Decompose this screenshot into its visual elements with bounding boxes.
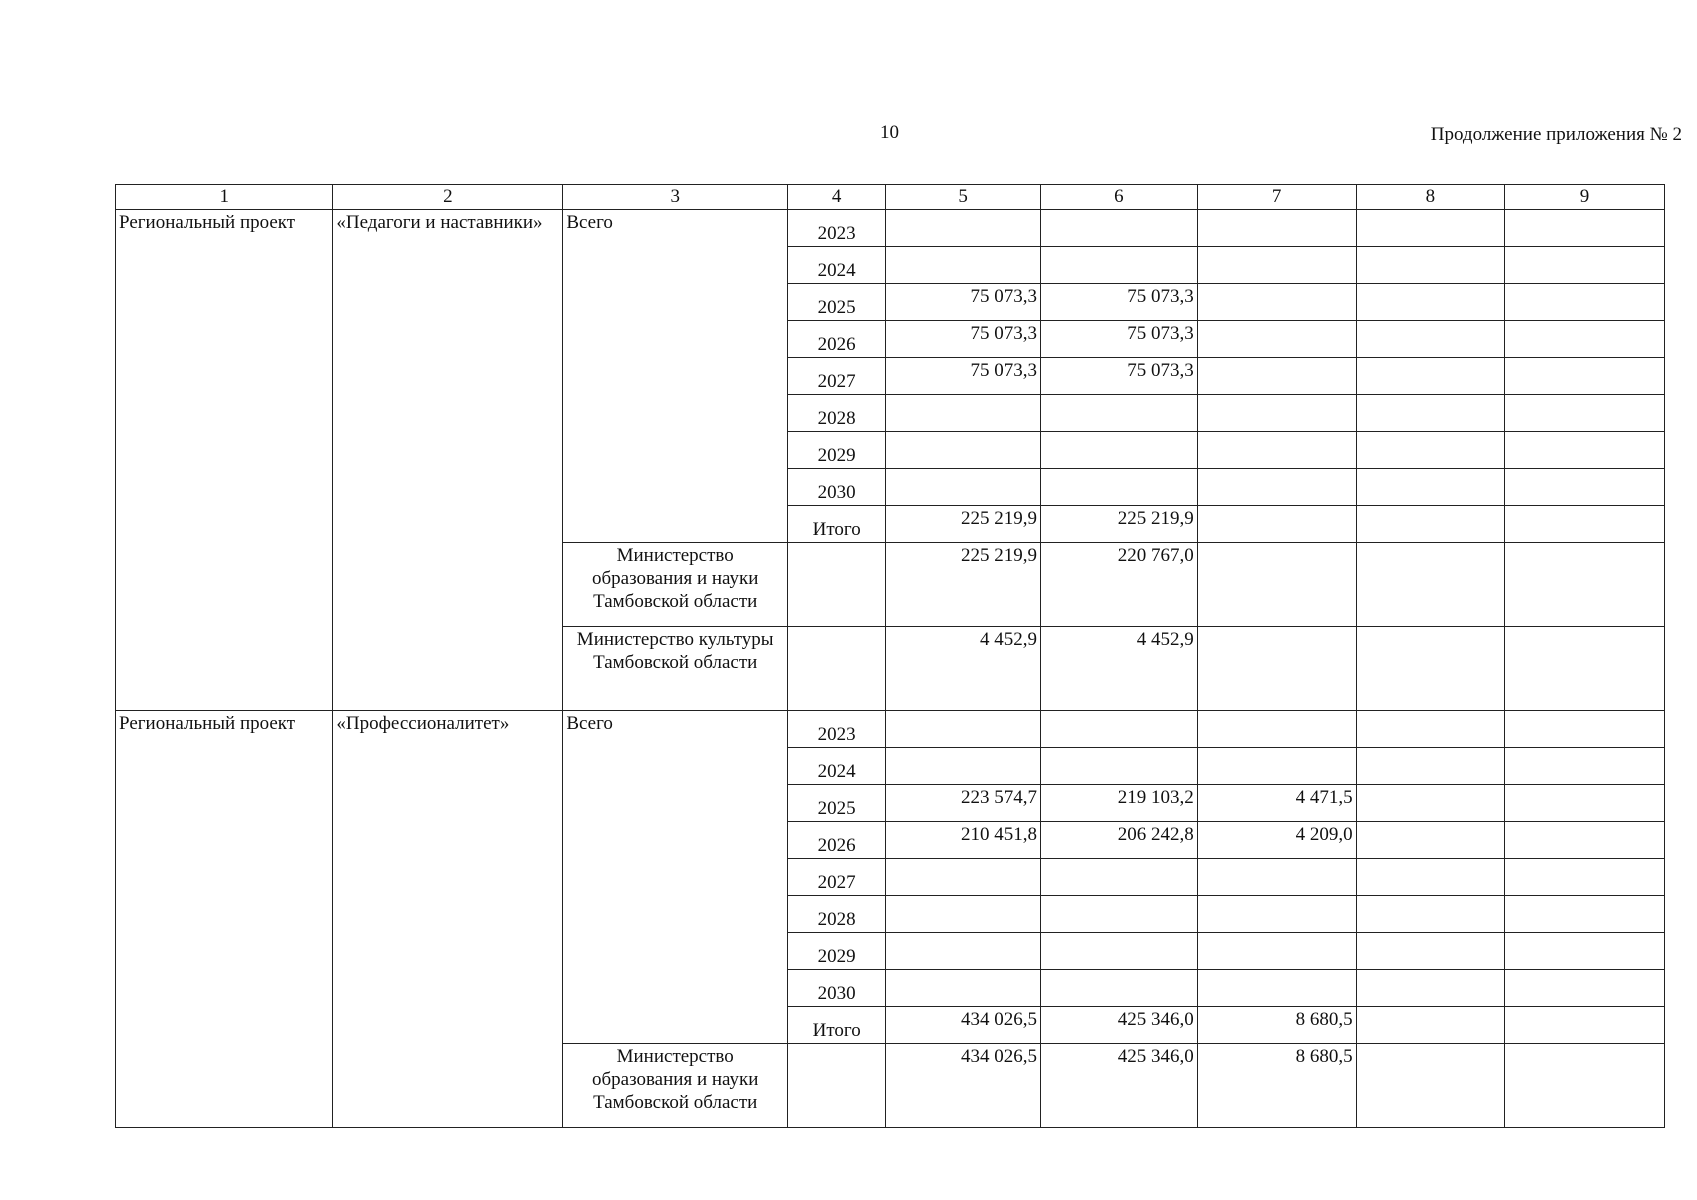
column-number-row [116, 185, 1665, 210]
value-cell-col8 [1356, 284, 1504, 321]
value-cell-col9 [1505, 822, 1665, 859]
year-cell: 2028 [788, 896, 886, 933]
value-cell-col6 [1040, 748, 1197, 785]
year-cell: 2025 [788, 785, 886, 822]
value-cell-col6: 225 219,9 [1040, 506, 1197, 543]
value-cell-col6: 75 073,3 [1040, 321, 1197, 358]
value-cell-col7 [1197, 896, 1356, 933]
year-cell: 2028 [788, 395, 886, 432]
appendix-continuation-label: Продолжение приложения № 2 [1430, 124, 1682, 145]
value-cell-col8 [1356, 358, 1504, 395]
value-cell-col8 [1356, 859, 1504, 896]
value-cell-col5: 75 073,3 [886, 358, 1041, 395]
value-cell-col8 [1356, 896, 1504, 933]
value-cell-col5 [886, 933, 1041, 970]
value-cell-col7 [1197, 284, 1356, 321]
value-cell-col9 [1505, 321, 1665, 358]
value-cell-col9 [1505, 748, 1665, 785]
value-cell-col7 [1197, 432, 1356, 469]
year-cell: 2023 [788, 210, 886, 247]
value-cell-col7 [1197, 321, 1356, 358]
value-cell-col5 [886, 748, 1041, 785]
year-cell: 2030 [788, 469, 886, 506]
value-cell-col6: 206 242,8 [1040, 822, 1197, 859]
value-cell-col7: 8 680,5 [1197, 1007, 1356, 1044]
year-cell: 2026 [788, 321, 886, 358]
value-cell-col5 [886, 432, 1041, 469]
value-cell-col7 [1197, 210, 1356, 247]
value-cell-col9 [1505, 247, 1665, 284]
value-cell-col6 [1040, 711, 1197, 748]
project-name-cell: «Профессионалитет» [333, 711, 563, 1128]
value-cell-col9 [1505, 506, 1665, 543]
value-cell-col5 [886, 859, 1041, 896]
year-cell [788, 543, 886, 627]
value-cell-col8 [1356, 711, 1504, 748]
value-cell-col5 [886, 247, 1041, 284]
value-cell-col8 [1356, 469, 1504, 506]
year-cell: 2024 [788, 247, 886, 284]
value-cell-col9 [1505, 970, 1665, 1007]
value-cell-col7 [1197, 933, 1356, 970]
value-cell-col8 [1356, 627, 1504, 711]
value-cell-col5: 4 452,9 [886, 627, 1041, 711]
column-number-2: 2 [333, 185, 563, 210]
value-cell-col9 [1505, 469, 1665, 506]
value-cell-col5 [886, 395, 1041, 432]
value-cell-col9 [1505, 627, 1665, 711]
value-cell-col9 [1505, 358, 1665, 395]
table-header [116, 185, 1665, 210]
value-cell-col8 [1356, 933, 1504, 970]
column-number-1: 1 [116, 185, 333, 210]
value-cell-col8 [1356, 210, 1504, 247]
column-number-7: 7 [1197, 185, 1356, 210]
value-cell-col7 [1197, 247, 1356, 284]
value-cell-col6: 220 767,0 [1040, 543, 1197, 627]
value-cell-col7: 8 680,5 [1197, 1044, 1356, 1128]
value-cell-col6 [1040, 469, 1197, 506]
value-cell-col6: 219 103,2 [1040, 785, 1197, 822]
ministry-name-cell: Министерство культуры Тамбовской области [563, 627, 788, 711]
value-cell-col8 [1356, 970, 1504, 1007]
year-cell: Итого [788, 506, 886, 543]
value-cell-col9 [1505, 395, 1665, 432]
value-cell-col7 [1197, 859, 1356, 896]
value-cell-col8 [1356, 247, 1504, 284]
column-number-3: 3 [563, 185, 788, 210]
table-row [116, 210, 1665, 247]
value-cell-col7 [1197, 970, 1356, 1007]
value-cell-col5 [886, 210, 1041, 247]
value-cell-col6 [1040, 395, 1197, 432]
value-cell-col9 [1505, 859, 1665, 896]
value-cell-col8 [1356, 395, 1504, 432]
value-cell-col9 [1505, 210, 1665, 247]
value-cell-col5 [886, 469, 1041, 506]
value-cell-col9 [1505, 896, 1665, 933]
project-type-cell: Региональный проект [116, 210, 333, 711]
value-cell-col9 [1505, 1044, 1665, 1128]
year-cell: 2029 [788, 432, 886, 469]
year-cell: Итого [788, 1007, 886, 1044]
value-cell-col9 [1505, 1007, 1665, 1044]
value-cell-col6 [1040, 970, 1197, 1007]
value-cell-col7: 4 471,5 [1197, 785, 1356, 822]
year-cell: 2029 [788, 933, 886, 970]
value-cell-col7 [1197, 627, 1356, 711]
value-cell-col8 [1356, 432, 1504, 469]
value-cell-col7: 4 209,0 [1197, 822, 1356, 859]
value-cell-col7 [1197, 358, 1356, 395]
value-cell-col8 [1356, 321, 1504, 358]
value-cell-col5 [886, 896, 1041, 933]
value-cell-col6 [1040, 247, 1197, 284]
value-cell-col6 [1040, 210, 1197, 247]
year-cell: 2026 [788, 822, 886, 859]
value-cell-col6: 75 073,3 [1040, 284, 1197, 321]
column-number-4: 4 [788, 185, 886, 210]
year-cell: 2023 [788, 711, 886, 748]
year-cell: 2025 [788, 284, 886, 321]
value-cell-col6 [1040, 432, 1197, 469]
table-body [116, 210, 1665, 1128]
value-cell-col5: 210 451,8 [886, 822, 1041, 859]
year-cell [788, 1044, 886, 1128]
value-cell-col6: 4 452,9 [1040, 627, 1197, 711]
value-cell-col5: 434 026,5 [886, 1044, 1041, 1128]
year-cell: 2030 [788, 970, 886, 1007]
total-label-cell: Всего [563, 711, 788, 1044]
year-cell [788, 627, 886, 711]
value-cell-col9 [1505, 785, 1665, 822]
project-name-cell: «Педагоги и наставники» [333, 210, 563, 711]
value-cell-col7 [1197, 506, 1356, 543]
value-cell-col5: 434 026,5 [886, 1007, 1041, 1044]
value-cell-col9 [1505, 711, 1665, 748]
value-cell-col8 [1356, 543, 1504, 627]
value-cell-col9 [1505, 933, 1665, 970]
table-row [116, 711, 1665, 748]
year-cell: 2027 [788, 859, 886, 896]
value-cell-col8 [1356, 506, 1504, 543]
value-cell-col5: 75 073,3 [886, 321, 1041, 358]
total-label-cell: Всего [563, 210, 788, 543]
value-cell-col5: 225 219,9 [886, 506, 1041, 543]
value-cell-col5: 225 219,9 [886, 543, 1041, 627]
value-cell-col8 [1356, 1044, 1504, 1128]
value-cell-col8 [1356, 785, 1504, 822]
column-number-9: 9 [1505, 185, 1665, 210]
value-cell-col6: 425 346,0 [1040, 1044, 1197, 1128]
ministry-name-cell: Министерство образования и науки Тамбовской области [563, 1044, 788, 1128]
budget-table [115, 184, 1665, 1128]
value-cell-col6: 425 346,0 [1040, 1007, 1197, 1044]
column-number-8: 8 [1356, 185, 1504, 210]
value-cell-col5 [886, 970, 1041, 1007]
page-number: 10 [880, 122, 899, 143]
value-cell-col7 [1197, 711, 1356, 748]
project-type-cell: Региональный проект [116, 711, 333, 1128]
value-cell-col7 [1197, 395, 1356, 432]
value-cell-col6 [1040, 859, 1197, 896]
value-cell-col8 [1356, 822, 1504, 859]
value-cell-col6: 75 073,3 [1040, 358, 1197, 395]
value-cell-col5: 223 574,7 [886, 785, 1041, 822]
value-cell-col9 [1505, 432, 1665, 469]
value-cell-col9 [1505, 543, 1665, 627]
value-cell-col8 [1356, 1007, 1504, 1044]
year-cell: 2024 [788, 748, 886, 785]
year-cell: 2027 [788, 358, 886, 395]
ministry-name-cell: Министерство образования и науки Тамбовской области [563, 543, 788, 627]
value-cell-col7 [1197, 469, 1356, 506]
value-cell-col9 [1505, 284, 1665, 321]
value-cell-col5: 75 073,3 [886, 284, 1041, 321]
value-cell-col5 [886, 711, 1041, 748]
value-cell-col6 [1040, 896, 1197, 933]
value-cell-col7 [1197, 748, 1356, 785]
column-number-5: 5 [886, 185, 1041, 210]
value-cell-col8 [1356, 748, 1504, 785]
value-cell-col6 [1040, 933, 1197, 970]
value-cell-col7 [1197, 543, 1356, 627]
column-number-6: 6 [1040, 185, 1197, 210]
